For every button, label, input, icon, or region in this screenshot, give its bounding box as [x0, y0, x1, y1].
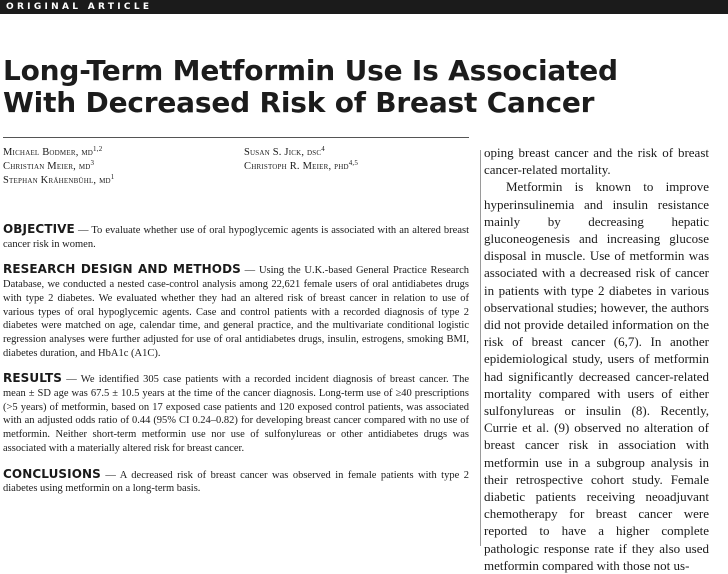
section-text: — We identified 305 case patients with a recorded incident diagnosis of breast cancer. The mean ± SD age was 67.5 ± 10.5 years at the time of the cancer diagnosis. Long-term use of ≥40 prescriptions (>5 years) of metformin, based on 17 exposed case patients and 120 exposed control patients, was associated with an adjusted odds ratio of 0.44 (95% CI 0.24–0.82) for developing breast cancer compared with no use of metformin. Neither short-term metformin use nor use of sulfonylureas or other antidiabetes drugs was associated with a materially altered risk for breast cancer.: [3, 374, 469, 454]
body-paragraph: Metformin is known to improve hyperinsulinemia and insulin resistance mainly by decreasing hepatic gluconeogenesis and increasing glucose disposal in muscle. Use of metformin was associated with a decreased risk of cancer in patients with type 2 diabetes in various observational studies; however, the authors did not provide detailed information on the risk of breast cancer (6,7). In another epidemiological study, users of metformin had significantly decreased cancer-related mortality compared with users of either sulfonylureas or insulin (8). Recently, Currie et al. (9) observed no alteration of breast cancer risk in association with metformin use in a subgroup analysis in their retrospective cohort study. Female diabetic patients receiving neoadjuvant chemotherapy for breast cancer were reported to have a higher complete pathologic response rate if they also used metformin compared with those not us-: [484, 179, 709, 573]
author: Susan S. Jick, dsc$^4$: [244, 145, 325, 158]
author: Stephan Krähenbühl, $md^1$: [3, 173, 115, 186]
column-divider: [480, 150, 481, 546]
author: Christian Meier, $md^3$: [3, 159, 95, 172]
section-heading: OBJECTIVE: [3, 222, 75, 236]
author: Christoph R. Meier, phd$^{4,5}$: [244, 159, 359, 172]
body-column: [484, 144, 709, 574]
article-type-banner: [0, 0, 728, 14]
author: Michael Bodmer, md$^{1,2}$: [3, 145, 103, 158]
abstract-conclusions: [3, 468, 469, 496]
author-list-right: [244, 146, 358, 174]
title-line-2: With Decreased Risk of Breast Cancer: [3, 86, 595, 119]
section-text: — Using the U.K.-based General Practice Research Database, we conducted a nested case-control analysis among 22,621 female users of oral antidiabetes drugs with type 2 diabetes. We evaluated whether they had an altered risk of breast cancer in relation to use of various types of oral hypoglycemic agents. Case and control patients with a recorded diagnosis of type 2 diabetes were matched on age, calendar time, and general practice, and the multivariate conditional logistic regression analyses were further adjusted for use of oral antidiabetes drugs, insulin, estrogens, smoking BMI, diabetes duration, and HbA1c (A1C).: [3, 265, 469, 359]
abstract: [3, 223, 469, 508]
abstract-methods: [3, 263, 469, 360]
title-line-1: Long-Term Metformin Use Is Associated: [3, 54, 618, 87]
abstract-results: [3, 372, 469, 455]
author-list-left: [3, 146, 114, 188]
article-type-label: ORIGINAL ARTICLE: [6, 2, 153, 12]
article-title: [3, 55, 703, 119]
abstract-objective: [3, 223, 469, 251]
section-heading: RESULTS: [3, 371, 63, 386]
section-heading: RESEARCH DESIGN AND METHODS: [3, 262, 241, 277]
title-divider: [3, 137, 469, 138]
section-text: — A decreased risk of breast cancer was observed in female patients with type 2 diabetes using metformin on a long-term basis.: [3, 469, 469, 495]
section-heading: CONCLUSIONS: [3, 466, 101, 481]
body-paragraph: oping breast cancer and the risk of breast cancer-related mortality.: [484, 145, 709, 178]
section-text: — To evaluate whether use of oral hypoglycemic agents is associated with an altered breast cancer risk in women.: [3, 225, 469, 250]
